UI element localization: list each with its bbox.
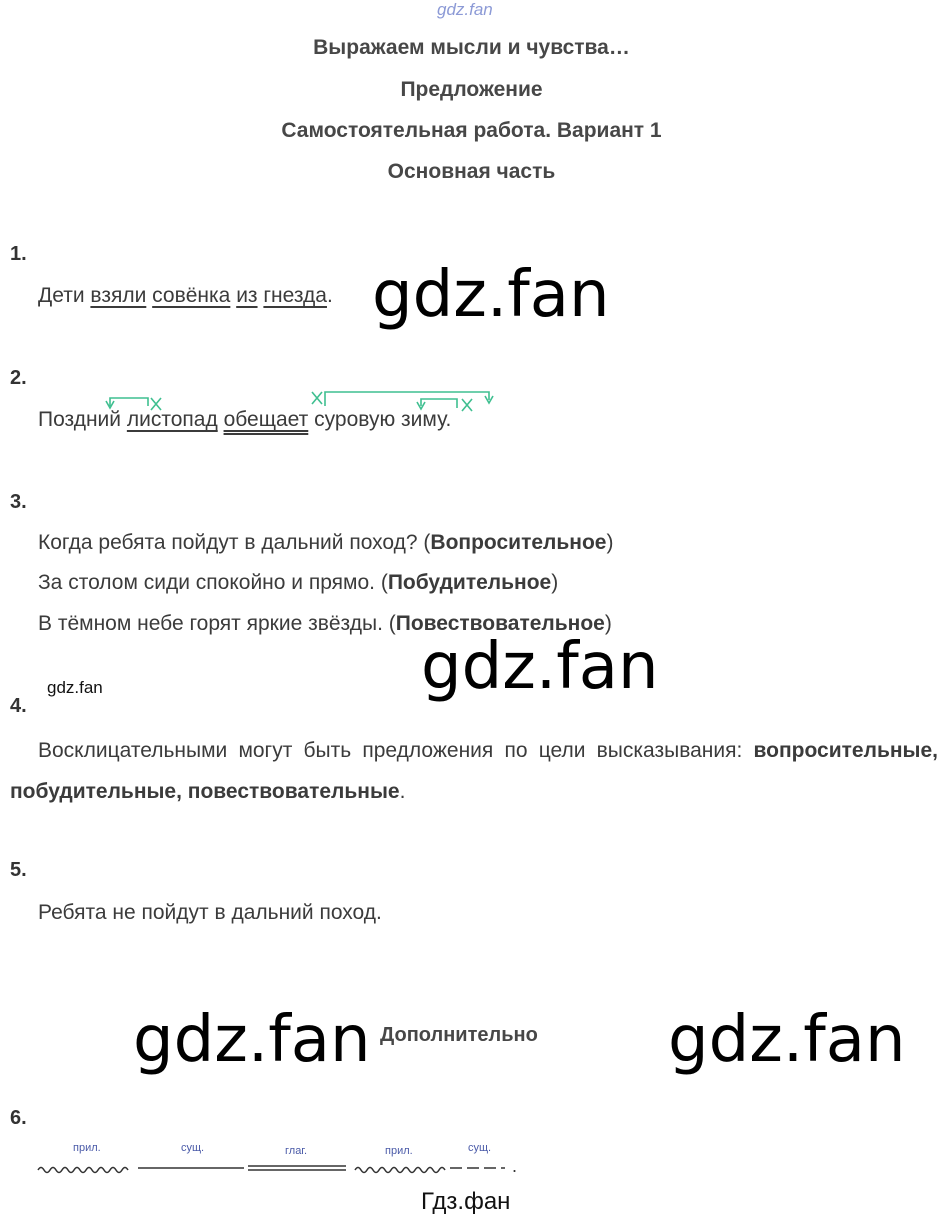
- part-title: Основная часть: [387, 160, 556, 183]
- line-end: ): [551, 571, 559, 594]
- task-4-paragraph: [10, 730, 938, 812]
- task-5-sentence: Ребята не пойдут в дальний поход.: [38, 901, 382, 924]
- word-from: из: [236, 284, 258, 307]
- task-2-sentence: [38, 408, 451, 432]
- task-1-number: 1.: [10, 243, 27, 265]
- task-5-number: 5.: [10, 859, 27, 881]
- word-promises: обещает: [223, 408, 309, 431]
- word-winter: зиму: [401, 408, 446, 431]
- word-late: Поздний: [38, 408, 122, 431]
- pos-label-adjective-2: прил.: [385, 1145, 413, 1157]
- scheme-lines: [0, 1156, 943, 1178]
- line-text: Когда ребята пойдут в дальний поход? (: [38, 531, 431, 554]
- paragraph-answer: вопросительные, побудительные, повествовательные: [10, 739, 938, 803]
- line-text: За столом сиди спокойно и прямо. (: [38, 571, 388, 594]
- line-end: ): [604, 612, 612, 635]
- task-4-number: 4.: [10, 695, 27, 717]
- pos-label-adjective-1: прил.: [73, 1142, 101, 1154]
- task-3-line-2: [38, 571, 558, 595]
- watermark-top: gdz.fan: [437, 0, 493, 19]
- sentence-end: .: [326, 284, 333, 307]
- page-title: Выражаем мысли и чувства…: [313, 36, 630, 59]
- line-end: ): [606, 531, 614, 554]
- line-answer: Вопросительное: [430, 531, 607, 554]
- watermark-2: gdz.fan: [421, 630, 659, 704]
- watermark-4: gdz.fan: [133, 1003, 371, 1077]
- word-children: Дети: [38, 284, 85, 307]
- work-title: Самостоятельная работа. Вариант 1: [281, 119, 662, 142]
- task-1-sentence: [38, 284, 333, 308]
- sentence-end: .: [445, 408, 452, 431]
- watermark-1: gdz.fan: [372, 258, 610, 332]
- watermark-3: gdz.fan: [47, 678, 103, 697]
- page-subtitle: Предложение: [400, 78, 543, 101]
- watermark-5: gdz.fan: [668, 1003, 906, 1077]
- task-3-number: 3.: [10, 491, 27, 513]
- pos-label-noun-1: сущ.: [181, 1142, 205, 1154]
- word-leaffall: листопад: [126, 408, 218, 431]
- word-harsh: суровую: [314, 408, 396, 431]
- extra-title: Дополнительно: [380, 1024, 538, 1046]
- paragraph-end: .: [399, 780, 406, 803]
- word-owlet: совёнка: [152, 284, 231, 307]
- pos-label-verb: глаг.: [285, 1145, 308, 1157]
- wavy-line-2: [355, 1168, 445, 1173]
- line-answer: Побудительное: [387, 571, 552, 594]
- pos-label-noun-2: сущ.: [468, 1142, 492, 1154]
- line-answer: Повествовательное: [395, 612, 605, 635]
- scheme-end: .: [512, 1156, 518, 1176]
- task-3-line-1: [38, 531, 613, 555]
- task-6-number: 6.: [10, 1107, 27, 1129]
- line-text: В тёмном небе горят яркие звёзды. (: [38, 612, 396, 635]
- sentence-scheme: [0, 1138, 943, 1178]
- wavy-line-1: [38, 1168, 128, 1173]
- task-2-number: 2.: [10, 367, 27, 389]
- watermark-bottom: Гдз.фан: [421, 1188, 511, 1215]
- paragraph-text: Восклицательными могут быть предложения по цели высказывания:: [38, 739, 743, 762]
- word-took: взяли: [90, 284, 147, 307]
- word-nest: гнезда: [263, 284, 327, 307]
